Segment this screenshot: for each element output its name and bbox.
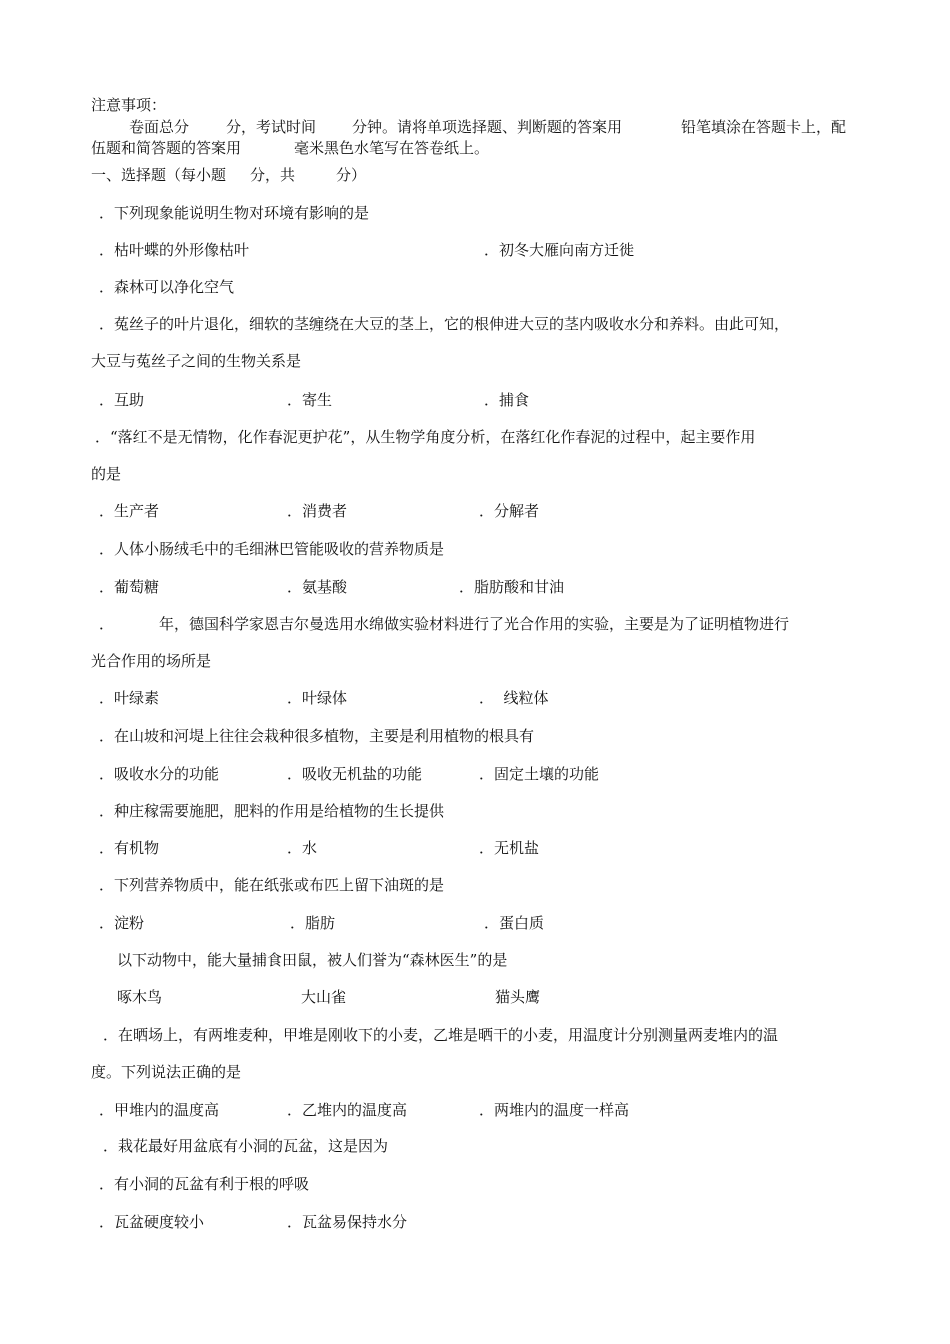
question-stem: ．在晒场上，有两堆麦种，甲堆是刚收下的小麦，乙堆是晒干的小麦，用温度计分别测量两麦堆内的温 <box>103 1026 779 1044</box>
question-stem: ．在山坡和河堤上往往会栽种很多植物，主要是利用植物的根具有 <box>99 727 535 745</box>
option-a: ．互助 <box>99 391 145 409</box>
option-b: ．瓦盆硬度较小 <box>99 1213 205 1231</box>
option-c: ．瓦盆易保持水分 <box>287 1213 408 1231</box>
question-stem-cont: 大豆与菟丝子之间的生物关系是 <box>91 352 302 370</box>
question-stem: ．种庄稼需要施肥，肥料的作用是给植物的生长提供 <box>99 802 445 820</box>
option-a: ．淀粉 <box>99 914 145 932</box>
option-b: 大山雀 <box>301 988 347 1006</box>
option-c: ．脂肪酸和甘油 <box>459 578 565 596</box>
option-a: ．生产者 <box>99 502 160 520</box>
question-stem: ．人体小肠绒毛中的毛细淋巴管能吸收的营养物质是 <box>99 540 445 558</box>
question-stem: ．菟丝子的叶片退化，细软的茎缠绕在大豆的茎上，它的根伸进大豆的茎内吸收水分和养料。由此可知， <box>99 315 790 333</box>
question-stem: ．栽花最好用盆底有小洞的瓦盆，这是因为 <box>103 1137 389 1155</box>
option-a: ．甲堆内的温度高 <box>99 1101 220 1119</box>
notice-text: 分，考试时间 <box>226 118 317 136</box>
question-stem: ．下列营养物质中，能在纸张或布匹上留下油斑的是 <box>99 876 445 894</box>
notice-text: 分钟。请将单项选择题、判断题的答案用 <box>352 118 623 136</box>
section-title: 分） <box>336 166 367 184</box>
option-b: ．水 <box>287 839 318 857</box>
notice-text: 毫米黑色水笔写在答卷纸上。 <box>294 139 490 157</box>
option-a: ．葡萄糖 <box>99 578 160 596</box>
notice-text: 铅笔填涂在答题卡上，配 <box>681 118 847 136</box>
option-c: ．蛋白质 <box>484 914 545 932</box>
question-stem: 以下动物中，能大量捕食田鼠，被人们誉为“森林医生”的是 <box>117 951 508 969</box>
option-a: ．枯叶蝶的外形像枯叶 <box>99 241 250 259</box>
option-a: ．叶绿素 <box>99 689 160 707</box>
section-title: 分，共 <box>250 166 296 184</box>
notice-text: 卷面总分 <box>129 118 190 136</box>
question-stem: ． <box>99 615 115 633</box>
option-a: 啄木鸟 <box>117 988 163 1006</box>
option-c: ．森林可以净化空气 <box>99 278 235 296</box>
question-stem-cont: 度。下列说法正确的是 <box>91 1063 242 1081</box>
option-a: ．有小洞的瓦盆有利于根的呼吸 <box>99 1175 310 1193</box>
option-c: ．两堆内的温度一样高 <box>479 1101 630 1119</box>
option-c: ．无机盐 <box>479 839 540 857</box>
question-stem: 年，德国科学家恩吉尔曼选用水绵做实验材料进行了光合作用的实验，主要是为了证明植物进行 <box>159 615 790 633</box>
section-title: 一、选择题（每小题 <box>91 166 227 184</box>
option-c: ．捕食 <box>484 391 530 409</box>
option-b: ．氨基酸 <box>287 578 348 596</box>
notice-text: 伍题和简答题的答案用 <box>91 139 242 157</box>
option-b: ．消费者 <box>287 502 348 520</box>
option-b: ．吸收无机盐的功能 <box>287 765 423 783</box>
option-a: ．有机物 <box>99 839 160 857</box>
question-stem-cont: 的是 <box>91 465 122 483</box>
option-a: ．吸收水分的功能 <box>99 765 220 783</box>
option-b: ．初冬大雁向南方迁徙 <box>484 241 635 259</box>
option-c: ．分解者 <box>479 502 540 520</box>
option-b: ．寄生 <box>287 391 333 409</box>
option-b: ．叶绿体 <box>287 689 348 707</box>
option-b: ．脂肪 <box>290 914 336 932</box>
question-stem: ．“落红不是无情物，化作春泥更护花”，从生物学角度分析，在落红化作春泥的过程中，起主要作用 <box>95 428 756 446</box>
question-stem-cont: 光合作用的场所是 <box>91 652 212 670</box>
option-c: ． 线粒体 <box>479 689 549 707</box>
option-c: 猫头鹰 <box>495 988 541 1006</box>
question-stem: ．下列现象能说明生物对环境有影响的是 <box>99 204 370 222</box>
option-b: ．乙堆内的温度高 <box>287 1101 408 1119</box>
notice-heading: 注意事项： <box>91 96 167 114</box>
option-c: ．固定土壤的功能 <box>479 765 600 783</box>
